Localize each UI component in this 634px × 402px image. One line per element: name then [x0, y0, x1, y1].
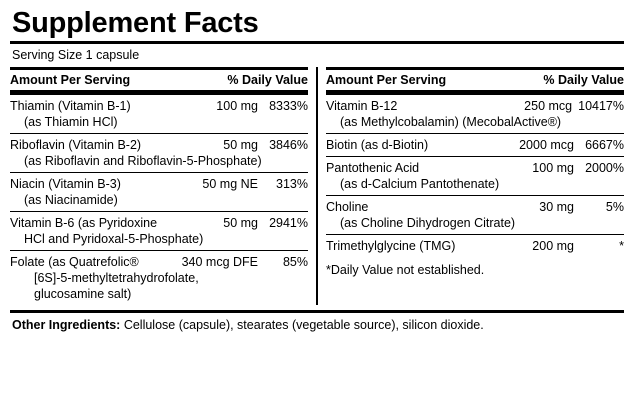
serving-size: Serving Size 1 capsule [12, 48, 140, 63]
nutrient-amount: 50 mg [223, 216, 258, 231]
nutrient-name: Thiamin (Vitamin B-1) [10, 99, 131, 114]
table-row [326, 235, 624, 257]
nutrient-subtext: HCl and Pyridoxal-5-Phosphate) [24, 232, 204, 247]
nutrient-subtext: (as Riboflavin and Riboflavin-5-Phosphate) [24, 154, 262, 169]
table-row [326, 196, 624, 235]
nutrient-dv: 10417% [578, 99, 624, 114]
nutrient-dv: 6667% [585, 138, 624, 153]
nutrient-name: Niacin (Vitamin B-3) [10, 177, 121, 192]
nutrient-dv: 85% [282, 255, 308, 270]
nutrient-subtext: (as Niacinamide) [24, 193, 118, 208]
right-column-header [326, 70, 624, 90]
table-row [10, 134, 308, 173]
right-rows [326, 95, 624, 257]
nutrient-dv: 3846% [269, 138, 308, 153]
table-row [10, 95, 308, 134]
nutrient-subtext: glucosamine salt) [34, 287, 132, 302]
nutrient-subtext: [6S]-5-methyltetrahydrofolate, [34, 271, 199, 286]
nutrient-subtext: (as Choline Dihydrogen Citrate) [340, 216, 516, 231]
left-amount-header: Amount Per Serving [10, 73, 131, 88]
left-dv-header: % Daily Value [227, 73, 308, 88]
nutrient-name: Choline [326, 200, 369, 215]
bottom-divider [10, 310, 624, 313]
nutrition-columns [10, 67, 624, 305]
right-column [318, 67, 624, 277]
nutrient-dv: * [619, 239, 624, 254]
nutrient-amount: 30 mg [539, 200, 574, 215]
nutrient-dv: 5% [605, 200, 624, 215]
left-rows [10, 95, 308, 305]
table-row [10, 251, 308, 305]
nutrient-amount: 50 mg NE [202, 177, 258, 192]
other-ingredients [12, 317, 624, 333]
nutrient-name: Vitamin B-12 [326, 99, 398, 114]
nutrient-amount: 100 mg [532, 161, 574, 176]
nutrient-subtext: (as d-Calcium Pantothenate) [340, 177, 500, 192]
nutrient-subtext: (as Thiamin HCl) [24, 115, 118, 130]
left-column-header [10, 70, 308, 90]
table-row [326, 157, 624, 196]
nutrient-amount: 200 mg [532, 239, 574, 254]
table-row [326, 134, 624, 157]
nutrient-name: Riboflavin (Vitamin B-2) [10, 138, 142, 153]
table-row [326, 95, 624, 134]
left-column [10, 67, 316, 305]
other-ingredients-text: Cellulose (capsule), stearates (vegetable source), silicon dioxide. [120, 318, 484, 333]
right-amount-header: Amount Per Serving [326, 73, 447, 88]
table-row [10, 173, 308, 212]
nutrient-name: Pantothenic Acid [326, 161, 420, 176]
nutrient-amount: 50 mg [223, 138, 258, 153]
nutrient-name: Trimethylglycine (TMG) [326, 239, 456, 254]
table-row [10, 212, 308, 251]
nutrient-dv: 313% [276, 177, 308, 192]
nutrient-dv: 2000% [585, 161, 624, 176]
nutrient-amount: 250 mcg [524, 99, 573, 114]
nutrient-dv: 2941% [269, 216, 308, 231]
right-dv-header: % Daily Value [543, 73, 624, 88]
title-divider [10, 41, 624, 44]
nutrient-name: Biotin (as d-Biotin) [326, 138, 429, 153]
nutrient-amount: 340 mcg DFE [181, 255, 258, 270]
other-ingredients-label: Other Ingredients: [12, 318, 121, 333]
page-title: Supplement Facts [12, 7, 259, 39]
nutrient-name: Folate (as Quatrefolic® [10, 255, 139, 270]
nutrient-amount: 100 mg [216, 99, 258, 114]
nutrient-dv: 8333% [269, 99, 308, 114]
nutrient-name: Vitamin B-6 (as Pyridoxine [10, 216, 158, 231]
nutrient-amount: 2000 mcg [519, 138, 574, 153]
daily-value-footnote: *Daily Value not established. [326, 263, 485, 278]
nutrient-subtext: (as Methylcobalamin) (MecobalActive®) [340, 115, 562, 130]
